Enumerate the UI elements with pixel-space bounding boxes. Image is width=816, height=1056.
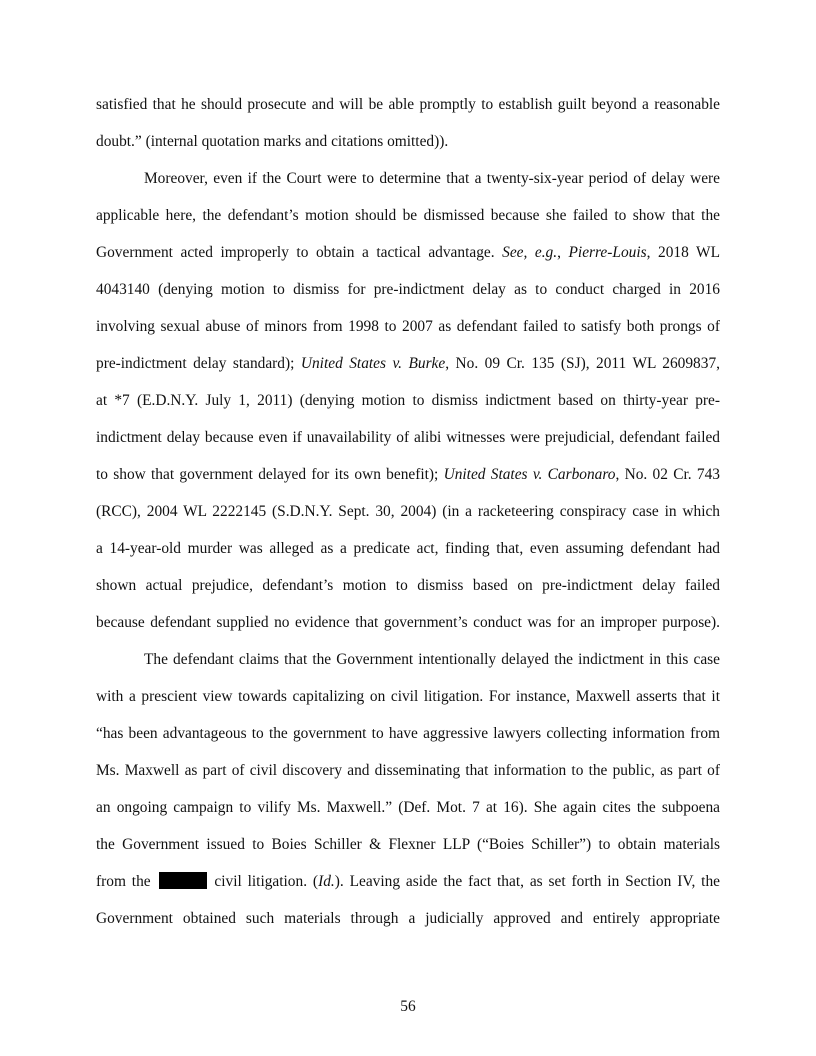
paragraph-2-line-11: a 14-year-old murder was alleged as a predicate act, finding that, even assuming defendant had [96,540,720,557]
paragraph-2-line-13: because defendant supplied no evidence that government’s conduct was for an improper purpose). [96,614,720,631]
paragraph-2-line-2: applicable here, the defendant’s motion should be dismissed because she failed to show that the [96,207,720,224]
paragraph-3-line-3: “has been advantageous to the government to have aggressive lawyers collecting information from [96,725,720,742]
id-citation: Id. [318,873,335,890]
paragraph-2-line-3: Government acted improperly to obtain a tactical advantage. See, e.g., Pierre-Louis, 2018 WL [96,244,720,261]
paragraph-3-line-7: from the civil litigation. (Id.). Leaving aside the fact that, as set forth in Section IV, the [96,873,720,890]
case-name-carbonaro: United States v. Carbonaro [443,466,616,483]
paragraph-3-line-6: the Government issued to Boies Schiller & Flexner LLP (“Boies Schiller”) to obtain materials [96,836,720,853]
paragraph-3-line-2: with a prescient view towards capitalizing on civil litigation. For instance, Maxwell asserts that it [96,688,720,705]
paragraph-2-line-5: involving sexual abuse of minors from 1998 to 2007 as defendant failed to satisfy both prongs of [96,318,720,335]
paragraph-3-line-1: The defendant claims that the Government intentionally delayed the indictment in this case [144,651,720,668]
case-name-burke: United States v. Burke [300,355,446,372]
paragraph-3-line-8: Government obtained such materials through a judicially approved and entirely appropriate [96,910,720,927]
paragraph-2-line-8: indictment delay because even if unavailability of alibi witnesses were prejudicial, defendant failed [96,429,720,446]
paragraph-2-line-12: shown actual prejudice, defendant’s motion to dismiss based on pre-indictment delay failed [96,577,720,594]
paragraph-1-line-2: doubt.” (internal quotation marks and citations omitted)). [96,133,449,150]
paragraph-1-line-1: satisfied that he should prosecute and will be able promptly to establish guilt beyond a reasonable [96,96,720,113]
paragraph-2-line-6: pre-indictment delay standard); United States v. Burke, No. 09 Cr. 135 (SJ), 2011 WL 2609837, [96,355,720,372]
paragraph-2-line-1: Moreover, even if the Court were to determine that a twenty-six-year period of delay were [144,170,720,187]
redaction-block [159,872,207,889]
paragraph-2-line-4: 4043140 (denying motion to dismiss for pre-indictment delay as to conduct charged in 2016 [96,281,720,298]
paragraph-2-line-9: to show that government delayed for its own benefit); United States v. Carbonaro, No. 02 Cr. 743 [96,466,720,483]
citation-signal: See, e.g. [502,244,558,261]
paragraph-3-line-4: Ms. Maxwell as part of civil discovery and disseminating that information to the public, as part of [96,762,720,779]
page-number: 56 [400,998,416,1015]
paragraph-2-line-7: at *7 (E.D.N.Y. July 1, 2011) (denying motion to dismiss indictment based on thirty-year pre- [96,392,720,409]
paragraph-2-line-10: (RCC), 2004 WL 2222145 (S.D.N.Y. Sept. 30, 2004) (in a racketeering conspiracy case in which [96,503,720,520]
case-name-pierre-louis: Pierre-Louis [568,244,647,261]
paragraph-3-line-5: an ongoing campaign to vilify Ms. Maxwell.” (Def. Mot. 7 at 16). She again cites the subpoena [96,799,720,816]
